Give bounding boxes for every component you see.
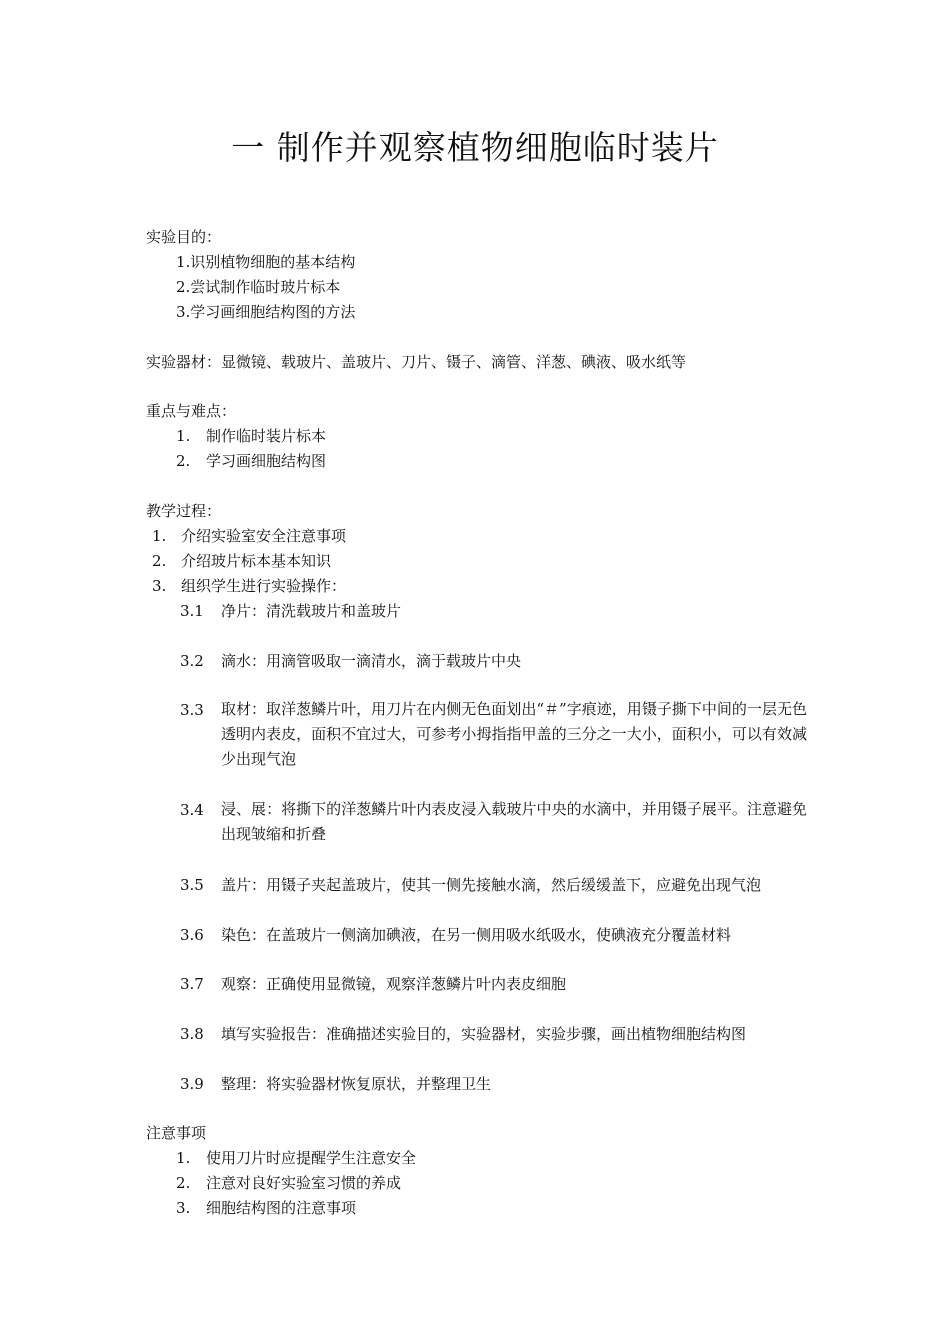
process-heading: 教学过程： [146,502,222,520]
notes-number: 1. [176,1149,191,1167]
step-text: 净片：清洗载玻片和盖玻片 [221,602,402,620]
process-number: 1. [152,527,167,545]
notes-number: 3. [176,1199,191,1217]
step-number: 3.2 [180,652,204,670]
step-text: 填写实验报告：准确描述实验目的，实验器材，实验步骤，画出植物细胞结构图 [221,1025,747,1043]
keypoints-item: 学习画细胞结构图 [206,452,327,470]
process-number: 2. [152,552,167,570]
notes-number: 2. [176,1174,191,1192]
step-text: 取材：取洋葱鳞片叶，用刀片在内侧无色面划出“＃”字痕迹，用镊子撕下中间的一层无色透明内表皮，面积不宜过大，可参考小拇指指甲盖的三分之一大小，面积小，可以有效减少出现气泡 [221,700,807,768]
step-text: 整理：将实验器材恢复原状，并整理卫生 [221,1075,492,1093]
step-text: 滴水：用滴管吸取一滴清水，滴于载玻片中央 [221,652,522,670]
keypoints-item: 制作临时装片标本 [206,427,327,445]
purpose-item: 3.学习画细胞结构图的方法 [176,303,356,321]
step-text: 盖片：用镊子夹起盖玻片，使其一侧先接触水滴，然后缓缓盖下，应避免出现气泡 [221,876,762,894]
step-number: 3.7 [180,975,204,993]
step-text: 观察：正确使用显微镜，观察洋葱鳞片叶内表皮细胞 [221,975,567,993]
process-item: 介绍玻片标本基本知识 [181,552,332,570]
keypoints-heading: 重点与难点： [146,402,237,420]
keypoints-number: 2. [176,452,191,470]
notes-heading: 注意事项 [146,1124,207,1142]
step-number: 3.1 [180,602,204,620]
step-text: 浸、展：将撕下的洋葱鳞片叶内表皮浸入载玻片中央的水滴中，并用镊子展平。注意避免出现皱缩和折叠 [221,800,807,843]
step-number: 3.4 [180,801,204,819]
step-text: 染色：在盖玻片一侧滴加碘液，在另一侧用吸水纸吸水，使碘液充分覆盖材料 [221,926,732,944]
materials-line: 实验器材：显微镜、载玻片、盖玻片、刀片、镊子、滴管、洋葱、碘液、吸水纸等 [146,353,687,371]
process-item: 介绍实验室安全注意事项 [181,527,347,545]
process-item: 组织学生进行实验操作： [181,577,347,595]
purpose-item: 1.识别植物细胞的基本结构 [176,253,356,271]
process-number: 3. [152,577,167,595]
page-title: 一 制作并观察植物细胞临时装片 [231,128,719,167]
step-number: 3.9 [180,1075,204,1093]
notes-item: 使用刀片时应提醒学生注意安全 [206,1149,417,1167]
step-number: 3.6 [180,926,204,944]
purpose-heading: 实验目的： [146,228,222,246]
notes-item: 细胞结构图的注意事项 [206,1199,357,1217]
step-number: 3.8 [180,1025,204,1043]
purpose-item: 2.尝试制作临时玻片标本 [176,278,341,296]
notes-item: 注意对良好实验室习惯的养成 [206,1174,402,1192]
step-number: 3.5 [180,876,204,894]
keypoints-number: 1. [176,427,191,445]
step-number: 3.3 [180,701,204,719]
